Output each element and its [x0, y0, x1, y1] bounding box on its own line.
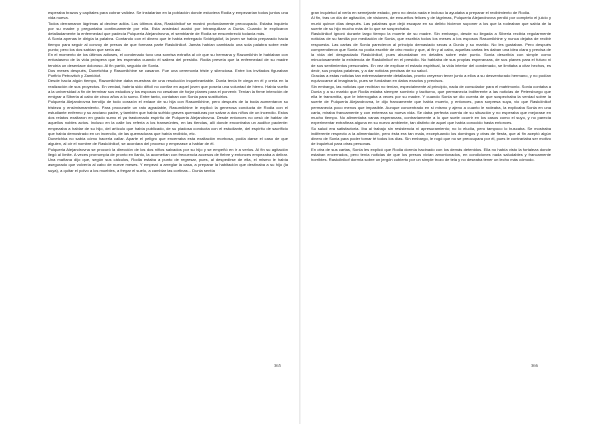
paragraph: Todos derramaron lágrimas al decirse adiós. Los últimos días, Raskólnikof se mostró profundamente preocupado. Estaba inquieto por su madre y preguntaba continuamente por ella. Esta ansiedad acabó por intranquilizar a Dunia. Cuando le explicaron detalladamente la enfermedad que padecía Pulqueria Alejandrovna, el semblante de Rodia se ensombreció todavía más.	[48, 20, 288, 36]
paragraph: A Sonia apenas le dirigía la palabra. Contando con el dinero que le había entregado Svidrigáilof, la joven se había preparado hacía tiempo para seguir al convoy de presos de que formara parte Raskólnikof. Jamás habían cambiado una sola palabra sobre este punto; pero los dos sabían que sería así.	[48, 36, 288, 52]
book-gutter	[299, 0, 301, 424]
right-page	[311, 10, 551, 410]
paragraph: Sin embargo, las noticias que recibían no tenían, especialmente al principio, nada de consolador para el matrimonio. Sonia contaba a Dunia y a su marido que Rodia estaba siempre sombrío y taciturno, que permanecía indiferente a las noticias de Petersburgo que ella le transmitía, que le interrogaba a veces por su madre. Y cuando Sonia se dio cuenta de que sospechaba la verdad sobre la suerte de Pulqueria Alejandrovna, le dijo francamente que había muerto, y entonces, para sorpresa suya, vio que Raskólnikof permanecía poco menos que impasible. Aunque concentrado en sí mismo y ajeno a cuanto le rodeaba, la explicaba Sonia en una carta, miraba francamente y con entereza su nueva vida. Se daba perfecta cuenta de su situación y no esperaba que mejorase en mucho tiempo. No alimentaba vanas esperanzas, contrariamente a lo que suele ocurrir en los casos como el suyo, y no parecía experimentar extrañeza alguna en su nuevo ambiente, tan distinto de aquel que había conocido hasta entonces.	[311, 83, 551, 126]
paragraph: Desde hacía algún tiempo, Razumikhine daba muestras de una resolución inquebrantable. Dunia tenía fe ciega en él y creía en la realización de sus proyectos. En verdad, habría sido difícil no confiar en aquel joven que poseía una voluntad de hierro. Había vuelto a la universidad a fin de terminar sus estudios y los esposos no cesaban de forjar planes para el porvenir. Tenían la firme intención de emigrar a Siberia al cabo de cinco años a lo sumo. Entre tanto, contaban con Sonia para sustituirlos.	[48, 78, 288, 99]
paragraph: Al fin, tras un día de agitación, de visiones, de ensueños felices y de lágrimas, Pulqueria Alejandrovna perdió por completo el juicio y murió quince días después. Las palabras que dejó escapar en su delirio hicieron suponer a los que la rodeaban que sabía de la suerte de su hijo mucho más de lo que se sospechaba.	[311, 15, 551, 31]
paragraph: En otra de sus cartas, Sonia les explicó que Rodia dormía hacinado con los demás detenidos. Ella no había visto la fortaleza donde estaban encerrados, pero tenía noticias de que los presos vivían amontonados, en condiciones nada saludables y francamente horribles. Raskólnikof dormía sobre un jergón cubierto por un simple trozo de tela y no deseaba tener un lecho más cómodo.	[311, 146, 551, 162]
paragraph: esperaba brazos y capitales para cobrar validez. Se instalarían en la población donde estuviera Rodia y empezarían todos juntos una vida nueva.	[48, 10, 288, 21]
paragraph: Pulqueria Alejandrovna se procuró la dirección de los dos niños salvados por su hijo y se empeñó en ir a verlos. Al fin su agitación llegó al límite. A veces prorrumpía de pronto en llanto, la acometían con frecuencia accesos de fiebre y entonces empezaba a delirar. Una mañana dijo que, según sus cálculos, Rodia estaba a punto de regresar, pues, al despedirse de ella, el mismo le había asegurado que volvería al cabo de nueve meses. Y empezó a arreglar la casa, a preparar la habitación que destinaba a su hijo (la suya), a quitar el polvo a los muebles, a fregar el suelo, a cambiar las cortinas... Dunia sentía	[48, 146, 288, 173]
page-number: 365	[274, 363, 281, 368]
paragraph: Dunetchka no sabía cómo hacerla callar. Aparte el peligro que encerraba esta exaltación morbosa, podía darse el caso de que alguien, al oír el nombre de Raskólnikof, se acordara del proceso y empezase a hablar de él.	[48, 136, 288, 147]
paragraph: Gracias a estas noticias tan extremadamente detalladas, pronto creyeron tener junto a ellos a su desventurado hermano, y no podían equivocarse al imaginarlo, pues se fundaban en datos exactos y precisos.	[311, 73, 551, 84]
paragraph: Raskólnikof ignoró durante largo tiempo la muerte de su madre. Sin embargo, desde su llegada a Siberia recibía regularmente noticias de su familia por mediación de Sonia, que escribía todos los meses a los esposos Rasumikhine y nunca dejaba de recibir respuesta. Las cartas de Sonia parecieron al principio demasiado secas a Dunia y su marido. No les gustaban. Pero después comprendieron que Sonia no podía escribir de otro modo y que, al fin y al cabo, aquellas cartas les daban una idea clara y precisa de la vida del desgraciado Raskólnikof, pues abundaban en detalles sobre este punto. Sonia describía con simple como minuciosamente la existencia de Raskólnikof en el presidio. No hablaba de sus propias esperanzas, de sus planes para el futuro ni de sus sentimientos personales. En vez de explicar el estado espiritual, la vida interior del condenado, se limitaba a citar hechos, es decir, sus propias palabras, y a dar noticias precisas de su salud.	[311, 31, 551, 73]
paragraph: gran inquietud al verla en semejante estado, pero no decía nada e incluso la ayudaba a preparar el recibimiento de Rodia.	[311, 10, 531, 15]
right-page-text	[311, 10, 551, 328]
paragraph: Dos meses después, Dunetchka y Rasumikhine se casaron. Fue una ceremonia triste y silenciosa. Entre los invitados figuraban Porfirio Petrovitch y Zamiótof.	[48, 67, 288, 78]
paragraph: Pulqueria Alejandrovna bendijo de todo corazón el enlace de su hija con Rasumikhine, pero después de la boda aumentaron su tristeza y ensimismamiento. Para procurarle un rato agradable, Rasumikhine le explicó la generosa conducta de Rodia con el estudiante enfermo y su anciano padre, y también que había sufrido graves quemaduras por salvar a dos niños de un incendio. Estos dos relatos exaltaron en grado sumo el ya trastornado espíritu de Pulqueria Alejandrovna. Desde entonces no cesó de hablar de aquellos nobles actos. Incluso en la calle los refería a los transeúntes, en las tiendas, allí donde encontraba un auditor paciente: empezaba a hablar de su hijo, del artículo que había publicado, de su piadosa conducta con el estudiante, del espíritu de sacrificio que había demostrado en un incendio, de las quemaduras que había recibido, etc.	[48, 99, 288, 136]
paragraph: Su salud era satisfactoria. Iba al trabajo sin resistencia ni apresuramiento; no lo eludía, pero tampoco lo buscaba. Se mostraba indiferente respecto a la alimentación, pero ésta era tan mala, exceptuando los domingos y otras de fiesta, que al fin aceptó algún dinero de Sonia para poder tomar té todos los días. Sin embargo, le rogó que no se preocupara por él, pues le contrariaba ser motivo de inquietud para otras personas.	[311, 125, 551, 147]
paragraph: En el momento de los últimos adioses, el condenado tuvo una sonrisa extraña al oír que su hermana y Razumikhin le hablaban con entusiasmo de la vida próspera que les esperaba cuando él saliera del presidio. Rodia preveía que la enfermedad de su madre tendría un desenlace doloroso. Al fin partió, seguido de Sonia.	[48, 52, 288, 68]
page-number: 366	[531, 363, 538, 368]
left-page-text	[48, 10, 288, 328]
left-page	[48, 10, 288, 410]
